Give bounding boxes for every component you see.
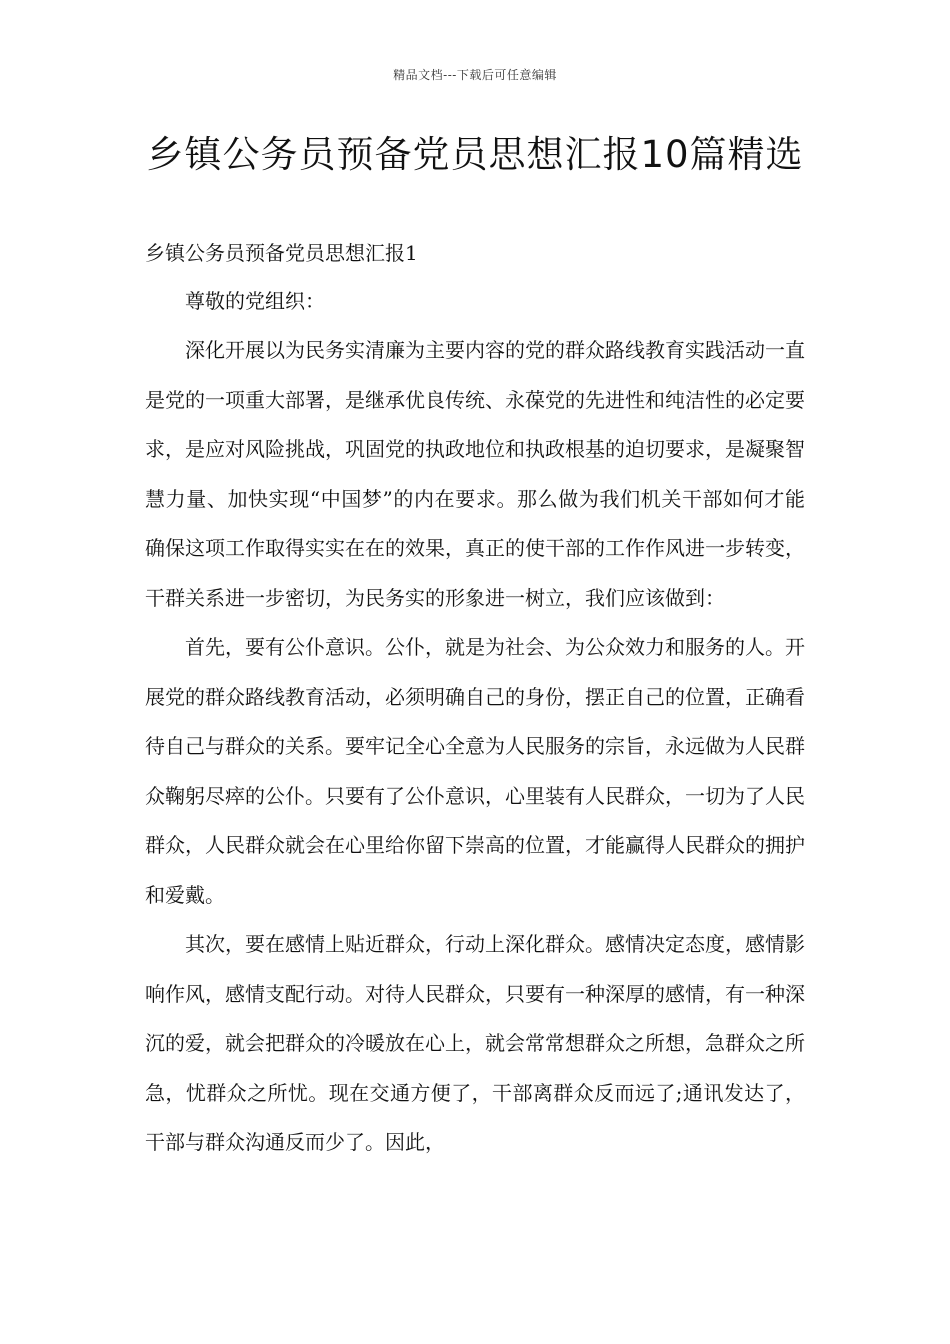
section-title: 乡镇公务员预备党员思想汇报1 — [145, 241, 418, 265]
document-title: 乡镇公务员预备党员思想汇报10篇精选 — [146, 133, 804, 176]
paragraph-3: 其次，要在感情上贴近群众，行动上深化群众。感情决定态度，感情影响作风，感情支配行动。对待人民群众，只要有一种深厚的感情，有一种深沉的爱，就会把群众的冷暖放在心上，就会常常想群众之所想，急群众之所急，忧群众之所忧。现在交通方便了，干部离群众反而远了;通讯发达了，干部与群众沟通反而少了。因此， — [145, 932, 805, 1154]
paragraph-2: 首先，要有公仆意识。公仆，就是为社会、为公众效力和服务的人。开展党的群众路线教育活动，必须明确自己的身份，摆正自己的位置，正确看待自己与群众的关系。要牢记全心全意为人民服务的宗旨，永远做为人民群众鞠躬尽瘁的公仆。只要有了公仆意识，心里装有人民群众，一切为了人民群众，人民群众就会在心里给你留下崇高的位置，才能赢得人民群众的拥护和爱戴。 — [145, 635, 805, 907]
document-body — [145, 282, 805, 1168]
salutation: 尊敬的党组织： — [185, 289, 325, 313]
header-note: 精品文档---下载后可任意编辑 — [393, 68, 557, 82]
paragraph-1: 深化开展以为民务实清廉为主要内容的党的群众路线教育实践活动一直是党的一项重大部署，是继承优良传统、永葆党的先进性和纯洁性的必定要求，是应对风险挑战，巩固党的执政地位和执政根基的迫切要求，是凝聚智慧力量、加快实现“中国梦”的内在要求。那么做为我们机关干部如何才能确保这项工作取得实实在在的效果，真正的使干部的工作作风进一步转变，干群关系进一步密切，为民务实的形象进一树立，我们应该做到： — [145, 338, 805, 610]
